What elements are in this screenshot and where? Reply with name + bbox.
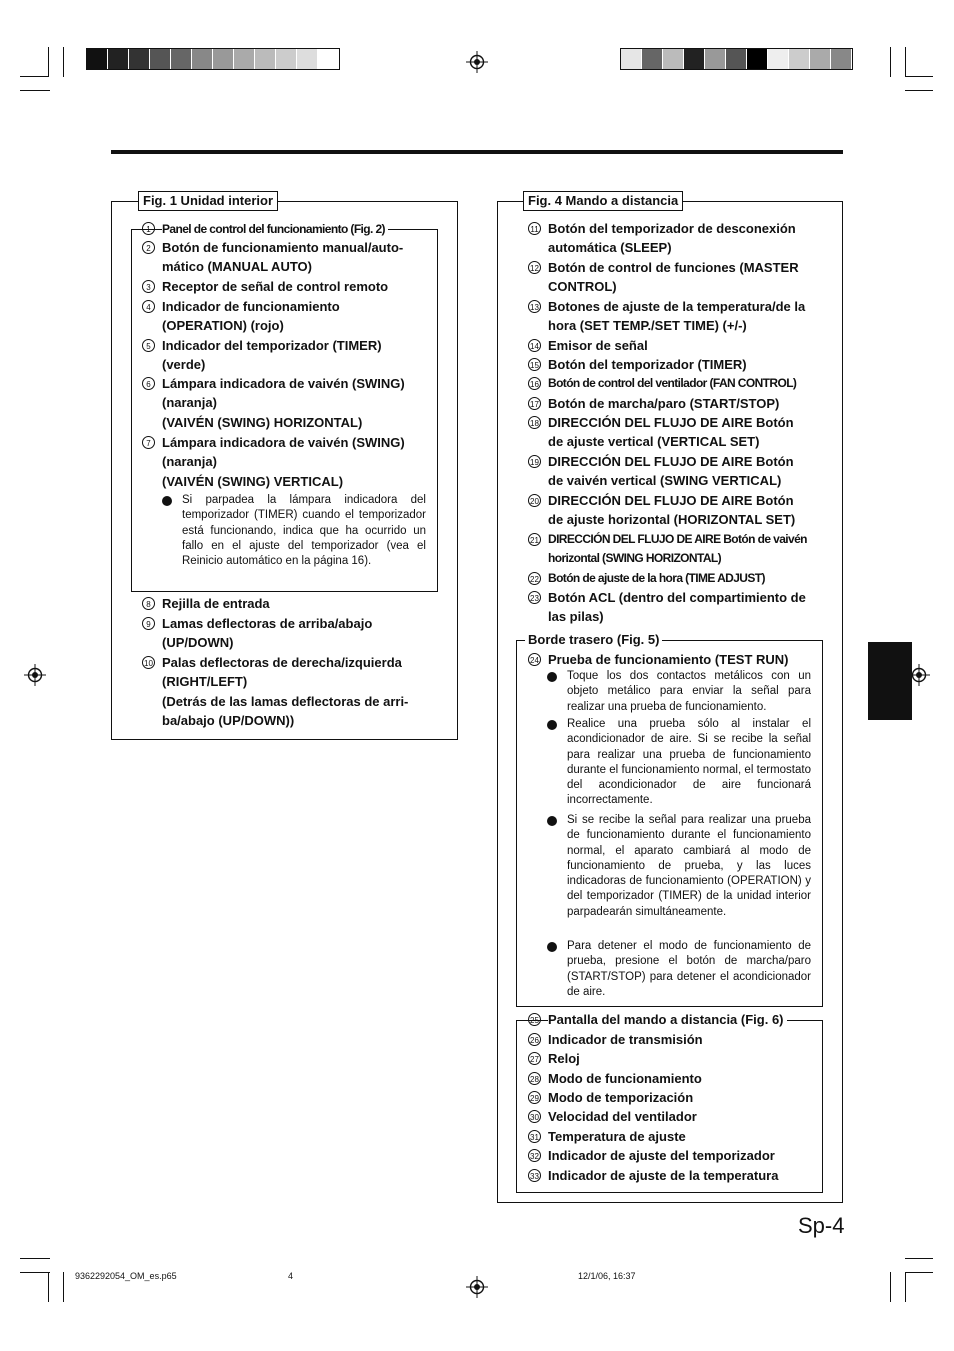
item-number-badge: 20 — [528, 494, 541, 507]
item-number-badge: 21 — [528, 533, 541, 546]
registration-mark-icon — [466, 51, 488, 73]
list-item — [530, 1088, 811, 1107]
registration-mark-icon — [24, 664, 46, 686]
item-number-badge: 1 — [142, 222, 155, 235]
crop-mark — [905, 76, 933, 77]
registration-mark-icon — [466, 1276, 488, 1298]
list-item — [146, 297, 427, 336]
list-item — [530, 297, 811, 336]
color-swatch — [87, 49, 108, 69]
crop-mark — [63, 47, 64, 77]
item-text: Lamas deflectoras de arriba/abajo (UP/DOWN) — [162, 616, 373, 651]
item-number-badge: 23 — [528, 591, 541, 604]
item-text: (VAIVÉN (SWING) VERTICAL) — [162, 473, 344, 489]
color-calibration-strip-left — [86, 48, 340, 70]
item-text: DIRECCIÓN DEL FLUJO DE AIRE Botón de vaivén vertical (SWING VERTICAL) — [548, 454, 794, 489]
item-text: Botón de control de funciones (MASTER CONTROL) — [548, 260, 799, 295]
color-swatch — [213, 49, 234, 69]
item-number-badge: 9 — [142, 617, 155, 630]
item-number-badge: 17 — [528, 397, 541, 410]
crop-mark — [48, 47, 49, 77]
footer-date: 12/1/06, 16:37 — [578, 1271, 636, 1281]
crop-mark — [905, 1272, 906, 1302]
color-swatch — [621, 49, 642, 69]
list-item — [530, 1069, 811, 1088]
crop-mark — [890, 1272, 891, 1302]
item-text: Reloj — [548, 1051, 580, 1066]
item-text: (Detrás de las lamas deflectoras de arri-ba/abajo (UP/DOWN)) — [162, 693, 409, 729]
bullet-icon — [547, 672, 557, 682]
item-number-badge: 2 — [142, 241, 155, 254]
color-swatch — [171, 49, 192, 69]
item-number-badge: 25 — [528, 1013, 541, 1026]
color-swatch — [642, 49, 663, 69]
color-swatch — [192, 49, 213, 69]
color-calibration-strip-right — [620, 48, 853, 70]
color-swatch — [108, 49, 129, 69]
list-item — [530, 588, 811, 627]
item-text: Emisor de señal — [548, 338, 648, 353]
item-text: Botón de ajuste de la hora (TIME ADJUST) — [548, 571, 765, 585]
crop-mark — [20, 1258, 50, 1259]
color-swatch — [831, 49, 852, 69]
header-rule — [111, 150, 843, 154]
list-item — [530, 1127, 811, 1146]
footer-page: 4 — [288, 1271, 294, 1281]
item-number-badge: 24 — [528, 653, 541, 666]
list-item — [530, 1030, 811, 1049]
list-item — [144, 653, 427, 731]
test-run-note: Realice una prueba sólo al instalar el acondicionador de aire. Si se recibe la señal para realizar una prueba de funcionamiento durante el funcionamiento normal, el termostato del acondicionador de aire funcionará incorrectamente. — [567, 717, 811, 809]
bullet-icon — [547, 942, 557, 952]
item-number-badge: 7 — [142, 436, 155, 449]
item-number-badge: 4 — [142, 300, 155, 313]
crop-mark — [20, 1272, 50, 1273]
color-swatch — [255, 49, 276, 69]
item-number-badge: 3 — [142, 280, 155, 293]
item-number-badge: 13 — [528, 300, 541, 313]
item-number-badge: 33 — [528, 1169, 541, 1182]
item-text: Botones de ajuste de la temperatura/de la hora (SET TEMP./SET TIME) (+/-) — [548, 299, 806, 334]
color-swatch — [297, 49, 318, 69]
item-number-badge: 6 — [142, 377, 155, 390]
list-item — [530, 336, 811, 355]
color-swatch — [318, 49, 339, 69]
item-text: Botón ACL (dentro del compartimiento de las pilas) — [548, 590, 806, 625]
item-number-badge: 29 — [528, 1091, 541, 1104]
list-item — [530, 452, 811, 491]
item-text: Modo de funcionamiento — [548, 1071, 702, 1086]
list-item — [530, 530, 814, 569]
item-number-badge: 11 — [528, 222, 541, 235]
color-swatch — [789, 49, 810, 69]
crop-mark — [905, 90, 933, 91]
list-item — [530, 413, 811, 452]
item-text: DIRECCIÓN DEL FLUJO DE AIRE Botón de vaivén horizontal (SWING HORIZONTAL) — [548, 532, 807, 566]
item-text: DIRECCIÓN DEL FLUJO DE AIRE Botón de ajuste horizontal (HORIZONTAL SET) — [548, 493, 796, 528]
item-number-badge: 14 — [528, 339, 541, 352]
color-swatch — [150, 49, 171, 69]
item-text: Rejilla de entrada — [162, 596, 270, 611]
color-swatch — [129, 49, 150, 69]
crop-mark — [48, 1272, 49, 1302]
item-number-badge: 26 — [528, 1033, 541, 1046]
item-number-badge: 22 — [528, 572, 541, 585]
test-run-note: Toque los dos contactos metálicos con un objeto metálico para enviar la señal para realizar una prueba de funcionamiento. — [567, 669, 811, 715]
color-swatch — [747, 49, 768, 69]
item-number-badge: 5 — [142, 339, 155, 352]
list-item — [530, 1146, 811, 1165]
page-number: Sp-4 — [798, 1213, 845, 1238]
color-swatch — [663, 49, 684, 69]
item-text: Lámpara indicadora de vaivén (SWING) (naranja) — [162, 435, 405, 470]
list-item — [530, 1049, 811, 1068]
item-text: Velocidad del ventilador — [548, 1109, 697, 1124]
item-text: Botón de marcha/paro (START/STOP) — [548, 396, 780, 411]
list-item — [530, 1010, 811, 1029]
item-number-badge: 12 — [528, 261, 541, 274]
item-text: Modo de temporización — [548, 1090, 694, 1105]
color-swatch — [234, 49, 255, 69]
list-item — [530, 355, 811, 374]
color-swatch — [276, 49, 297, 69]
item-number-badge: 31 — [528, 1130, 541, 1143]
item-number-badge: 19 — [528, 455, 541, 468]
list-item — [530, 650, 811, 669]
list-item — [530, 219, 811, 258]
crop-mark — [63, 1272, 64, 1302]
item-text: Botón del temporizador de desconexión automática (SLEEP) — [548, 221, 796, 256]
color-swatch — [768, 49, 789, 69]
list-item — [146, 433, 427, 491]
list-item — [146, 374, 427, 432]
item-text: Prueba de funcionamiento (TEST RUN) — [548, 652, 789, 667]
color-swatch — [810, 49, 831, 69]
crop-mark — [20, 76, 48, 77]
item-text: Palas deflectoras de derecha/izquierda (RIGHT/LEFT) — [162, 655, 402, 690]
item-number-badge: 15 — [528, 358, 541, 371]
item-number-badge: 30 — [528, 1110, 541, 1123]
item-text: Lámpara indicadora de vaivén (SWING) (naranja) — [162, 376, 405, 411]
list-item — [146, 219, 430, 239]
list-item — [146, 277, 427, 296]
item-text: Indicador de ajuste del temporizador — [548, 1148, 775, 1163]
language-tab — [868, 642, 912, 720]
item-number-badge: 16 — [528, 377, 541, 390]
list-item — [146, 594, 427, 613]
item-number-badge: 18 — [528, 416, 541, 429]
crop-mark — [20, 90, 50, 91]
item-text: Botón de funcionamiento manual/auto-mático (MANUAL AUTO) — [162, 240, 404, 275]
list-item — [530, 569, 814, 588]
footer-filename: 9362292054_OM_es.p65 — [75, 1271, 177, 1281]
item-text: Temperatura de ajuste — [548, 1129, 686, 1144]
bullet-icon — [547, 816, 557, 826]
item-number-badge: 32 — [528, 1149, 541, 1162]
item-text: Receptor de señal de control remoto — [162, 279, 389, 294]
color-swatch — [684, 49, 705, 69]
item-text: Botón del temporizador (TIMER) — [548, 357, 747, 372]
color-swatch — [726, 49, 747, 69]
list-item — [146, 336, 427, 375]
list-item — [530, 374, 814, 393]
item-text: Indicador de transmisión — [548, 1032, 703, 1047]
bullet-icon — [547, 720, 557, 730]
crop-mark — [890, 47, 891, 77]
color-swatch — [705, 49, 726, 69]
list-item — [530, 1166, 811, 1185]
list-item — [146, 614, 427, 653]
crop-mark — [905, 47, 906, 77]
list-item — [146, 238, 427, 277]
timer-note: Si parpadea la lámpara indicadora del temporizador (TIMER) cuando el temporizador está funcionando, indica que ha ocurrido un fallo en el ajuste del temporizador (vea el Reinicio automático en la página 16). — [182, 493, 426, 569]
item-text: Indicador de funcionamiento (OPERATION) (rojo) — [162, 299, 340, 334]
test-run-note: Si se recibe la señal para realizar una prueba de funcionamiento durante el funcionamiento normal, el aparato cambiará al modo de funcionamiento de prueba, y las luces indicadoras de funcionamiento (OPERATION) y del temporizador (TIMER) de la unidad interior parpadearán simultáneamente. — [567, 813, 811, 920]
remote-control-box-title: Fig. 4 Mando a distancia — [523, 191, 683, 211]
item-text: Indicador del temporizador (TIMER) (verde) — [162, 338, 382, 373]
item-number-badge: 8 — [142, 597, 155, 610]
crop-mark — [905, 1272, 933, 1273]
test-run-note: Para detener el modo de funcionamiento de prueba, presione el botón de marcha/paro (START/STOP) para detener el acondicionador de aire. — [567, 939, 811, 1000]
item-number-badge: 28 — [528, 1072, 541, 1085]
item-text: Indicador de ajuste de la temperatura — [548, 1168, 779, 1183]
item-text: Botón de control del ventilador (FAN CONTROL) — [548, 376, 797, 390]
rear-edge-title: Borde trasero (Fig. 5) — [525, 632, 662, 648]
item-number-badge: 27 — [528, 1052, 541, 1065]
item-text: Panel de control del funcionamiento (Fig. 2) — [162, 220, 388, 239]
item-text: (VAIVÉN (SWING) HORIZONTAL) — [162, 414, 363, 430]
bullet-icon — [162, 496, 172, 506]
list-item — [530, 394, 811, 413]
list-item — [530, 1107, 811, 1126]
crop-mark — [905, 1258, 933, 1259]
indoor-unit-box-title: Fig. 1 Unidad interior — [138, 191, 278, 211]
item-text: DIRECCIÓN DEL FLUJO DE AIRE Botón de ajuste vertical (VERTICAL SET) — [548, 415, 794, 450]
list-item — [530, 258, 811, 297]
item-number-badge: 10 — [142, 656, 155, 669]
item-text: Pantalla del mando a distancia (Fig. 6) — [548, 1010, 787, 1029]
list-item — [530, 491, 811, 530]
